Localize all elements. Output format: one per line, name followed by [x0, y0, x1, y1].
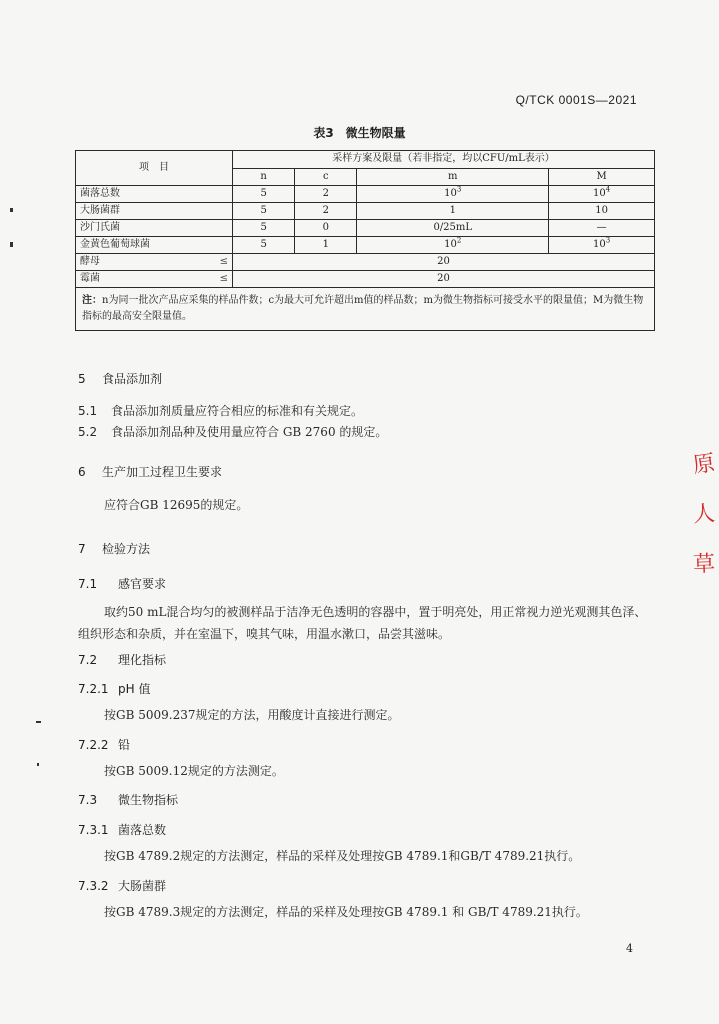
table-title: 表3 微生物限量 [313, 126, 406, 140]
cell-M: $10^3$ [549, 237, 655, 254]
table-row [76, 203, 655, 220]
row-item: 沙门氏菌 [76, 220, 233, 237]
clause-5-1: 5.1 食品添加剂质量应符合相应的标准和有关规定。 [78, 404, 364, 418]
section-7-2-2-text: 按GB 5009.12规定的方法测定。 [104, 764, 284, 778]
row-item: 金黄色葡萄球菌 [76, 237, 233, 254]
limit-operator: ≤ [204, 254, 233, 271]
col-header-n: n [233, 168, 295, 186]
cell-m: 0/25mL [357, 220, 549, 237]
clause-5-2: 5.2 食品添加剂品种及使用量应符合 GB 2760 的规定。 [78, 425, 388, 439]
cell-M: 10 [549, 203, 655, 220]
section-7-2-heading: 7.2 理化指标 [78, 653, 167, 667]
cell-c: 1 [295, 237, 357, 254]
section-7-3-1-text: 按GB 4789.2规定的方法测定，样品的采样及处理按GB 4789.1和GB/T 4789.21执行。 [104, 849, 581, 863]
scan-speck [10, 242, 13, 247]
section-7-3-2-text: 按GB 4789.3规定的方法测定，样品的采样及处理按GB 4789.1 和 GB/T 4789.21执行。 [104, 905, 588, 919]
section-6-text: 应符合GB 12695的规定。 [104, 498, 249, 512]
cell-n: 5 [233, 203, 295, 220]
section-7-2-1-heading: 7.2.1 pH 值 [78, 682, 151, 696]
red-seal-fragment: 原 人 草 [691, 450, 717, 578]
scan-speck [10, 208, 13, 212]
table-row [76, 237, 655, 254]
col-header-sampling-plan: 采样方案及限量（若非指定，均以CFU/mL表示） [233, 151, 655, 169]
table-note [76, 288, 655, 331]
section-7-2-1-text: 按GB 5009.237规定的方法，用酸度计直接进行测定。 [104, 708, 400, 722]
note-label: 注： [82, 295, 102, 306]
row-item: 菌落总数 [76, 186, 233, 203]
cell-c: 0 [295, 220, 357, 237]
cell-c: 2 [295, 186, 357, 203]
cell-limit-value: 20 [233, 271, 655, 288]
page-number: 4 [626, 942, 633, 955]
col-header-M: M [549, 168, 655, 186]
section-7-heading: 7 检验方法 [78, 542, 151, 556]
cell-n: 5 [233, 220, 295, 237]
table-row [76, 220, 655, 237]
col-header-item: 项 目 [76, 151, 233, 186]
microbial-limit-table [75, 150, 655, 331]
section-5-heading: 5 食品添加剂 [78, 372, 163, 386]
col-header-m: m [357, 168, 549, 186]
row-item: 酵母 [76, 254, 205, 271]
scan-speck [36, 721, 41, 723]
section-7-3-1-heading: 7.3.1 菌落总数 [78, 823, 167, 837]
scan-speck [37, 763, 39, 766]
cell-M: — [549, 220, 655, 237]
row-item: 大肠菌群 [76, 203, 233, 220]
table-row [76, 254, 655, 271]
cell-limit-value: 20 [233, 254, 655, 271]
standard-code: Q/TCK 0001S—2021 [515, 93, 637, 107]
cell-n: 5 [233, 186, 295, 203]
section-7-2-2-heading: 7.2.2 铅 [78, 738, 131, 752]
cell-n: 5 [233, 237, 295, 254]
limit-operator: ≤ [204, 271, 233, 288]
row-item: 霉菌 [76, 271, 205, 288]
cell-c: 2 [295, 203, 357, 220]
section-7-1-heading: 7.1 感官要求 [78, 577, 167, 591]
cell-m: $10^3$ [357, 186, 549, 203]
note-text: n为同一批次产品应采集的样品件数；c为最大可允许超出m值的样品数；m为微生物指标可接受水平的限量值；M为微生物指标的最高安全限量值。 [82, 295, 644, 322]
section-7-3-heading: 7.3 微生物指标 [78, 793, 179, 807]
cell-m: $10^2$ [357, 237, 549, 254]
col-header-c: c [295, 168, 357, 186]
table-row [76, 271, 655, 288]
section-6-heading: 6 生产加工过程卫生要求 [78, 465, 223, 479]
table-row [76, 186, 655, 203]
section-7-1-text: 取约50 mL混合均匀的被测样品于洁净无色透明的容器中，置于明亮处，用正常视力逆光观测其色泽、组织形态和杂质，并在室温下，嗅其气味，用温水漱口，品尝其滋味。 [78, 605, 647, 641]
section-7-3-2-heading: 7.3.2 大肠菌群 [78, 879, 167, 893]
cell-M: $10^4$ [549, 186, 655, 203]
cell-m: 1 [357, 203, 549, 220]
